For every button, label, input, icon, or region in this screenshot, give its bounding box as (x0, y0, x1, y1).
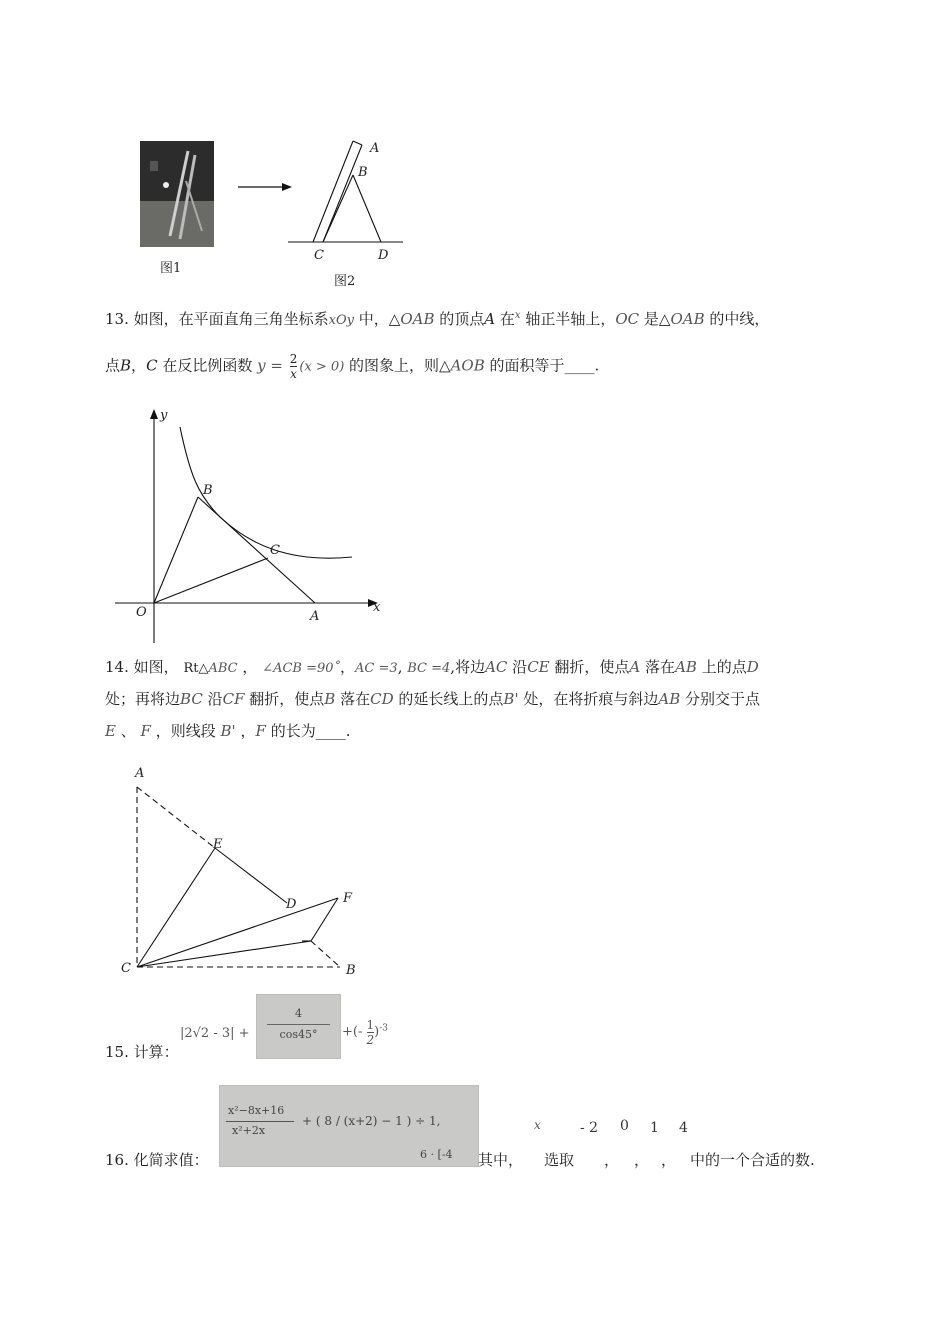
graph-label-O: O (136, 605, 147, 620)
fig14-label-D: D (286, 897, 297, 912)
q16-formula-image (219, 1085, 479, 1167)
q16-comma-2: ， (634, 1151, 650, 1169)
figure2-caption: 图2 (334, 274, 356, 289)
graph-label-B: B (203, 483, 213, 498)
q14-line3: E 、 F ，则线段 B' ，F 的长为____. (105, 722, 351, 740)
q15-formula-image (256, 994, 341, 1059)
figure1-caption: 图1 (160, 261, 182, 276)
graph-label-x: x (373, 600, 381, 615)
q14-line1: 14. 如图， Rt△ABC ， ∠ACB =90˚，AC =3, BC =4,将边AC 沿CE 翻折，使点A 落在AB 上的点D (105, 658, 759, 676)
q16-text-a: 其中， (478, 1151, 524, 1169)
q16-var-x: x (534, 1118, 541, 1132)
q16-img-line1: x²−8x+16 (228, 1104, 285, 1117)
label-D: D (378, 248, 389, 260)
q16-text-c: 中的一个合适的数. (690, 1151, 815, 1169)
q16-comma-1: ， (604, 1151, 620, 1169)
label-A: A (370, 141, 380, 156)
q16-text-b: 选取 (544, 1151, 575, 1169)
q16-img-line2: x²+2x (232, 1124, 266, 1137)
q16-img-tail: 6 · [-4 (420, 1148, 453, 1161)
label-C: C (314, 248, 324, 260)
photo-ladder (140, 141, 214, 247)
q13-line1: 13. 如图，在平面直角三角坐标系xOy 中，△OAB 的顶点A 在$^x$ 轴正半轴上，OC 是△OAB 的中线， (105, 310, 770, 328)
fig14-label-B: B (346, 963, 356, 978)
q14-line2: 处；再将边BC 沿CF 翻折，使点B 落在CD 的延长线上的点B' 处，在将折痕与斜边AB 分别交于点 (105, 690, 761, 708)
graph-label-C: C (270, 543, 280, 558)
ladder-diagram (285, 135, 415, 260)
q16-opt-1: - 2 (580, 1120, 599, 1136)
q13-line2: 点B，C 在反比例函数 y = $\frac{2}{x}$ (x > 0) 的图象上，则△AOB 的面积等于____. (105, 352, 600, 381)
q15-img-num: 4 (295, 1007, 302, 1020)
fig14-label-A: A (135, 766, 145, 781)
q15-tail: +(- $\frac{1}{2}$ )$^{-3}$ (342, 1018, 388, 1047)
q13-graph (110, 405, 390, 645)
photo-ladder-drawing (140, 141, 214, 247)
fig14-label-C: C (121, 961, 131, 976)
q15-abs-expr: |2√2 - 3| + (180, 1026, 250, 1041)
graph-label-y: y (160, 408, 168, 423)
q16-img-mid: + ( 8 / (x+2) − 1 ) ÷ 1, (302, 1114, 441, 1128)
q15-label: 15. 计算： (105, 1043, 179, 1061)
label-B: B (358, 165, 368, 180)
q16-comma-3: ， (661, 1151, 677, 1169)
q14-figure (115, 762, 375, 982)
graph-label-A: A (310, 609, 320, 624)
fig14-label-F: F (343, 891, 353, 906)
q16-opt-4: 4 (679, 1120, 688, 1136)
q15-img-den: cos45° (279, 1028, 318, 1041)
q16-label: 16. 化简求值： (105, 1151, 209, 1169)
fig14-label-E: E (213, 837, 223, 852)
q16-opt-2: 0 (620, 1118, 629, 1134)
q16-opt-3: 1 (650, 1120, 659, 1136)
